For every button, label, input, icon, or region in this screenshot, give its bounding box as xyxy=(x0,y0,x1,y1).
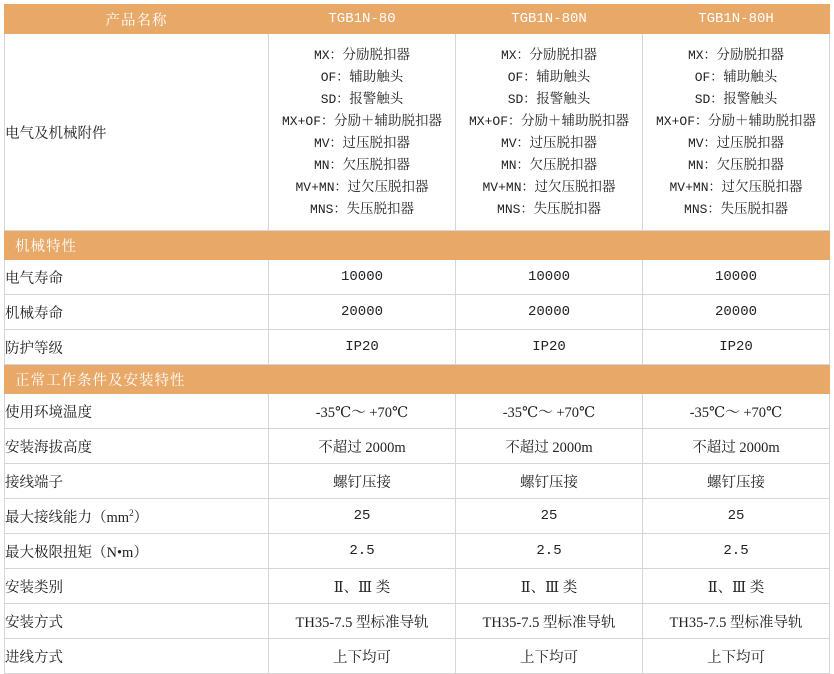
accessory-code: MNS： xyxy=(684,202,721,218)
header-product-name: 产品名称 xyxy=(5,5,269,34)
accessory-line xyxy=(456,154,642,176)
accessory-line xyxy=(269,88,455,110)
table-row xyxy=(5,429,830,464)
table-row xyxy=(5,499,830,534)
accessory-text: 过欠压脱扣器 xyxy=(347,179,429,195)
accessory-code: OF： xyxy=(320,69,350,85)
accessory-line xyxy=(456,132,642,154)
table-row xyxy=(5,295,830,330)
accessory-text: 过压脱扣器 xyxy=(716,135,785,150)
row-value: TH35-7.5 型标准导轨 xyxy=(456,604,643,639)
accessory-text: 分励脱扣器 xyxy=(529,46,598,62)
accessory-text: 欠压脱扣器 xyxy=(716,157,785,173)
section-title: 机械特性 xyxy=(5,231,830,260)
accessory-text: 分励脱扣器 xyxy=(716,46,785,62)
accessory-line xyxy=(643,44,829,66)
accessory-code: MV： xyxy=(313,136,343,151)
row-value: 上下均可 xyxy=(269,639,456,674)
row-label-text: 最大接线能力$(mm^2)$ xyxy=(5,507,149,526)
row-label: 安装类别 xyxy=(5,569,269,604)
accessory-code: OF： xyxy=(694,69,724,85)
accessory-text: 过欠压脱扣器 xyxy=(534,179,616,195)
row-value: 10000 xyxy=(643,260,830,295)
row-value: 不超过 2000m xyxy=(269,429,456,464)
accessory-code: MX： xyxy=(687,47,717,63)
accessory-code: SD： xyxy=(320,91,350,107)
header-model-3: TGB1N-80H xyxy=(643,5,830,34)
accessory-text: 分励＋辅助脱扣器 xyxy=(708,112,816,128)
row-value: 20000 xyxy=(456,295,643,330)
accessory-line xyxy=(643,176,829,198)
accessory-line xyxy=(643,66,829,88)
accessory-text: 辅助触头 xyxy=(723,68,778,84)
accessory-line xyxy=(456,88,642,110)
accessory-line xyxy=(643,110,829,132)
accessory-line xyxy=(269,154,455,176)
row-value: 2.5 xyxy=(269,534,456,569)
accessory-text: 过压脱扣器 xyxy=(342,135,411,150)
accessory-code: MN： xyxy=(313,158,343,174)
table-row xyxy=(5,330,830,365)
row-value: 不超过 2000m xyxy=(643,429,830,464)
accessories-cell-1 xyxy=(269,34,456,231)
accessory-code: MX+OF： xyxy=(468,113,521,129)
row-value: 2.5 xyxy=(456,534,643,569)
row-value: 10000 xyxy=(456,260,643,295)
accessory-line xyxy=(456,110,642,132)
row-value: -35℃～ +70℃ xyxy=(643,394,830,429)
row-value: IP20 xyxy=(643,330,830,365)
row-label: 电气寿命 xyxy=(5,260,269,295)
row-label: 进线方式 xyxy=(5,639,269,674)
accessory-code: MV+MN： xyxy=(295,180,348,196)
section-title: 正常工作条件及安装特性 xyxy=(5,365,830,394)
row-value: 上下均可 xyxy=(456,639,643,674)
accessory-text: 过压脱扣器 xyxy=(529,135,598,150)
row-value: TH35-7.5 型标准导轨 xyxy=(269,604,456,639)
accessory-line xyxy=(269,132,455,154)
accessory-code: MX+OF： xyxy=(281,113,334,129)
row-value: 螺钉压接 xyxy=(456,464,643,499)
row-value: -35℃～ +70℃ xyxy=(269,394,456,429)
accessories-row xyxy=(5,34,830,231)
row-label xyxy=(5,499,269,534)
row-label: 最大极限扭矩（N•m） xyxy=(5,534,269,569)
row-label: 安装海拔高度 xyxy=(5,429,269,464)
row-value: 螺钉压接 xyxy=(269,464,456,499)
row-value: 20000 xyxy=(269,295,456,330)
header-model-2: TGB1N-80N xyxy=(456,5,643,34)
accessory-code: MV： xyxy=(500,136,530,151)
row-label: 使用环境温度 xyxy=(5,394,269,429)
accessory-line xyxy=(269,66,455,88)
accessory-line xyxy=(643,154,829,176)
accessory-code: MV+MN： xyxy=(669,180,722,196)
accessory-text: 失压脱扣器 xyxy=(346,201,414,217)
table-row xyxy=(5,260,830,295)
row-value: 25 xyxy=(456,499,643,534)
row-label: 安装方式 xyxy=(5,604,269,639)
accessory-text: 失压脱扣器 xyxy=(720,201,788,217)
row-value: TH35-7.5 型标准导轨 xyxy=(643,604,830,639)
table-row xyxy=(5,534,830,569)
accessory-text: 辅助触头 xyxy=(536,68,591,84)
accessory-code: MNS： xyxy=(497,202,534,218)
header-model-1: TGB1N-80 xyxy=(269,5,456,34)
table-row xyxy=(5,569,830,604)
row-value: 10000 xyxy=(269,260,456,295)
accessory-text: 欠压脱扣器 xyxy=(529,157,598,173)
accessory-text: 分励＋辅助脱扣器 xyxy=(334,112,442,128)
table-row xyxy=(5,394,830,429)
accessory-line xyxy=(456,198,642,220)
accessory-code: MN： xyxy=(687,158,717,174)
accessory-code: MX： xyxy=(313,47,343,63)
accessory-line xyxy=(456,176,642,198)
accessory-text: 辅助触头 xyxy=(349,68,404,84)
accessory-line xyxy=(643,132,829,154)
row-value: 20000 xyxy=(643,295,830,330)
accessory-code: SD： xyxy=(507,91,537,107)
row-value: 2.5 xyxy=(643,534,830,569)
table-row xyxy=(5,639,830,674)
accessory-text: 报警触头 xyxy=(723,90,778,106)
row-value: Ⅱ、Ⅲ 类 xyxy=(643,569,830,604)
accessory-code: MV： xyxy=(687,136,717,151)
accessories-cell-3 xyxy=(643,34,830,231)
row-value: IP20 xyxy=(269,330,456,365)
section-header-operating xyxy=(5,365,830,394)
accessory-code: MX： xyxy=(500,47,530,63)
row-label: 机械寿命 xyxy=(5,295,269,330)
row-value: 25 xyxy=(269,499,456,534)
row-value: 25 xyxy=(643,499,830,534)
accessory-line xyxy=(456,66,642,88)
row-value: IP20 xyxy=(456,330,643,365)
section-header-mechanical xyxy=(5,231,830,260)
accessory-code: MV+MN： xyxy=(482,180,535,196)
row-value: 上下均可 xyxy=(643,639,830,674)
accessory-line xyxy=(269,176,455,198)
row-value: Ⅱ、Ⅲ 类 xyxy=(456,569,643,604)
accessory-line xyxy=(269,198,455,220)
table-header-row xyxy=(5,5,830,34)
table-row xyxy=(5,604,830,639)
accessory-line xyxy=(643,88,829,110)
accessory-code: MN： xyxy=(500,158,530,174)
accessory-text: 报警触头 xyxy=(349,90,404,106)
accessory-line xyxy=(643,198,829,220)
table-row xyxy=(5,464,830,499)
accessory-text: 欠压脱扣器 xyxy=(342,157,411,173)
specification-table xyxy=(4,4,830,674)
accessory-text: 分励脱扣器 xyxy=(342,46,411,62)
accessory-text: 报警触头 xyxy=(536,90,591,106)
row-value: 螺钉压接 xyxy=(643,464,830,499)
accessories-label: 电气及机械附件 xyxy=(5,34,269,231)
accessory-code: MNS： xyxy=(310,202,347,218)
accessory-text: 分励＋辅助脱扣器 xyxy=(521,112,629,128)
accessory-text: 失压脱扣器 xyxy=(533,201,601,217)
accessory-code: SD： xyxy=(694,91,724,107)
accessory-line xyxy=(456,44,642,66)
accessory-text: 过欠压脱扣器 xyxy=(721,179,803,195)
row-value: 不超过 2000m xyxy=(456,429,643,464)
accessory-line xyxy=(269,44,455,66)
accessory-code: OF： xyxy=(507,69,537,85)
row-label: 防护等级 xyxy=(5,330,269,365)
row-value: -35℃～ +70℃ xyxy=(456,394,643,429)
table-body xyxy=(5,5,830,674)
accessories-cell-2 xyxy=(456,34,643,231)
accessory-code: MX+OF： xyxy=(655,113,708,129)
row-label: 接线端子 xyxy=(5,464,269,499)
row-value: Ⅱ、Ⅲ 类 xyxy=(269,569,456,604)
accessory-line xyxy=(269,110,455,132)
